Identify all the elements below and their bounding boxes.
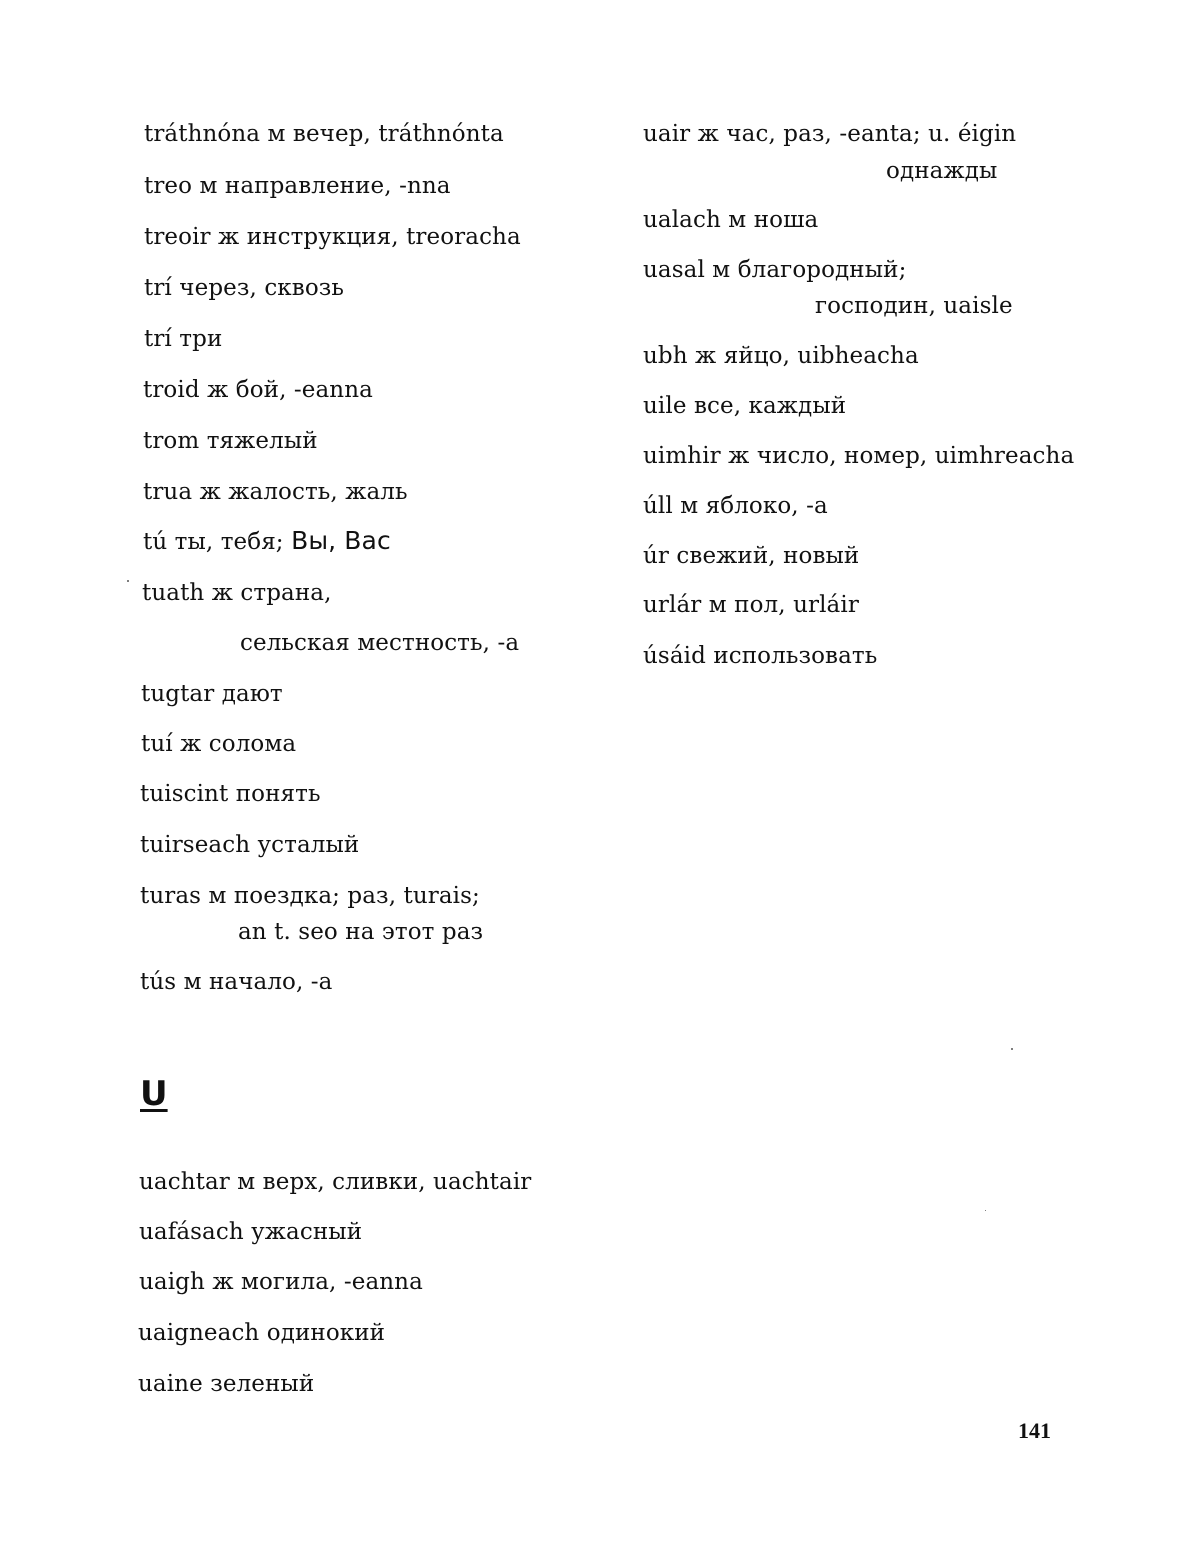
entry-tus: tús м начало, -a xyxy=(140,969,333,995)
entry-uile: uile все, каждый xyxy=(643,393,847,419)
entry-tugtar: tugtar дают xyxy=(141,681,283,707)
entry-tuath-continuation: сельская местность, -a xyxy=(240,630,520,656)
entry-turas: turas м поездка; раз, turais; xyxy=(140,883,480,909)
entry-ur: úr свежий, новый xyxy=(643,543,860,569)
entry-uaine: uaine зеленый xyxy=(138,1371,315,1397)
entry-urlar: urlár м пол, urláir xyxy=(643,592,859,618)
entry-uair-continuation: однажды xyxy=(886,158,998,184)
scan-speck xyxy=(1011,1048,1013,1050)
entry-tu xyxy=(143,527,391,556)
entry-uasal-continuation: господин, uaisle xyxy=(815,293,1013,319)
entry-uimhir: uimhir ж число, номер, uimhreacha xyxy=(643,443,1075,469)
entry-uafasach: uafásach ужасный xyxy=(139,1219,363,1245)
entry-tri-through: trí через, сквозь xyxy=(144,275,345,301)
entry-tu-emphasis: Вы, Вас xyxy=(291,526,391,555)
entry-uaigh: uaigh ж могила, -eanna xyxy=(139,1269,423,1295)
entry-uair: uair ж час, раз, -eanta; u. éigin xyxy=(643,121,1017,147)
entry-trom: trom тяжелый xyxy=(143,428,318,454)
entry-turas-continuation: an t. seo на этот раз xyxy=(238,919,484,945)
entry-tuath: tuath ж страна, xyxy=(142,580,332,606)
entry-trathnona: tráthnóna м вечер, tráthnónta xyxy=(144,121,504,147)
page-number: 141 xyxy=(1018,1418,1051,1443)
entry-tri-three: trí три xyxy=(144,326,223,352)
entry-ull: úll м яблоко, -a xyxy=(643,493,828,519)
entry-uachtar: uachtar м верх, сливки, uachtair xyxy=(139,1169,532,1195)
section-heading-u: U xyxy=(140,1074,168,1114)
entry-tui: tuí ж солома xyxy=(141,731,297,757)
entry-troid: troid ж бой, -eanna xyxy=(143,377,373,403)
entry-treoir: treoir ж инструкция, treoracha xyxy=(144,224,521,250)
entry-treo: treo м направление, -nna xyxy=(144,173,451,199)
entry-trua: trua ж жалость, жаль xyxy=(143,479,408,505)
entry-usaid: úsáid использовать xyxy=(643,643,878,669)
entry-uaigneach: uaigneach одинокий xyxy=(138,1320,386,1346)
entry-tuiscint: tuiscint понять xyxy=(140,781,321,807)
entry-tu-main: tú ты, тебя; xyxy=(143,529,284,555)
scan-speck xyxy=(127,580,129,582)
entry-tuirseach: tuirseach усталый xyxy=(140,832,360,858)
scan-speck xyxy=(985,1210,986,1211)
entry-ubh: ubh ж яйцо, uibheacha xyxy=(643,343,919,369)
entry-ualach: ualach м ноша xyxy=(643,207,819,233)
entry-uasal: uasal м благородный; xyxy=(643,257,907,283)
